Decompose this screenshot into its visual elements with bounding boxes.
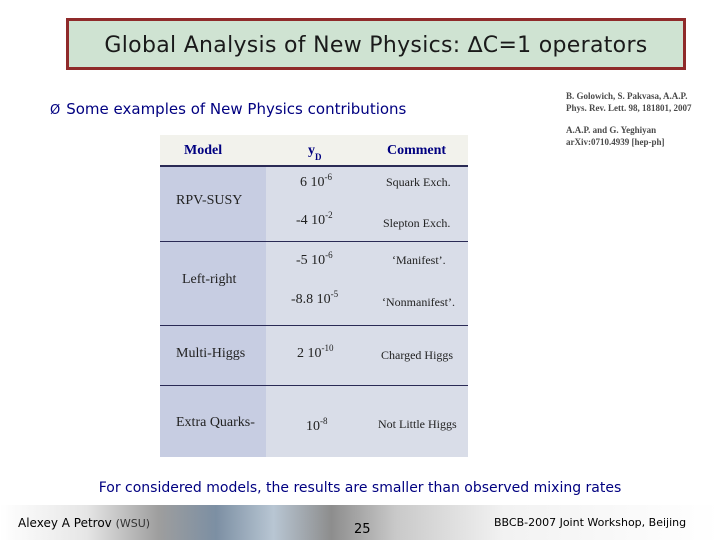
bullet-text: Some examples of New Physics contributions (66, 100, 407, 118)
model-cell: Extra Quarks- (176, 415, 255, 430)
author-name: Alexey A Petrov (18, 516, 112, 530)
reference-1 (566, 90, 692, 114)
header-yd (308, 143, 322, 162)
row-divider (160, 241, 468, 242)
models-table (160, 135, 468, 457)
model-cell: Multi-Higgs (176, 346, 246, 361)
row-divider (160, 325, 468, 326)
author-affiliation: (WSU) (115, 517, 151, 530)
reference-2 (566, 124, 665, 148)
comment-cell: Squark Exch. (386, 175, 451, 189)
comment-cell: ‘Nonmanifest’. (382, 295, 455, 309)
yd-base: 2 10 (297, 346, 322, 361)
yd-base: 6 10 (300, 175, 325, 190)
bullet-arrow-icon: Ø (50, 103, 61, 118)
comment-cell: Not Little Higgs (378, 417, 457, 431)
header-yd-main: y (308, 143, 315, 158)
yd-cell (291, 289, 339, 308)
yd-base: 10 (306, 419, 320, 434)
model-cell: Left-right (182, 272, 237, 287)
venue: BBCB-2007 Joint Workshop, Beijing (494, 516, 687, 529)
yd-base: -4 10 (296, 213, 326, 228)
yd-base: -8.8 10 (291, 292, 331, 307)
yd-exp: -6 (324, 172, 332, 182)
yd-cell (296, 210, 333, 229)
conclusion-text: For considered models, the results are smaller than observed mixing rates (98, 480, 622, 496)
reference-2-line2: arXiv:0710.4939 [hep-ph] (566, 137, 665, 147)
model-column-shade (160, 135, 266, 457)
yd-cell (296, 250, 333, 269)
reference-1-line1: B. Golowich, S. Pakvasa, A.A.P. (566, 91, 688, 101)
comment-cell: ‘Manifest’. (392, 253, 446, 267)
bullet-line (50, 100, 406, 118)
comment-cell: Charged Higgs (381, 348, 454, 362)
header-comment: Comment (387, 143, 447, 158)
yd-exp: -10 (321, 343, 334, 353)
yd-cell (300, 172, 332, 191)
yd-base: -5 10 (296, 253, 326, 268)
reference-2-line1: A.A.P. and G. Yeghiyan (566, 125, 657, 135)
author (18, 516, 150, 530)
yd-cell (297, 343, 334, 362)
header-rule (160, 165, 468, 167)
title-box (66, 18, 686, 70)
yd-cell (306, 416, 328, 435)
reference-1-line2: Phys. Rev. Lett. 98, 181801, 2007 (566, 103, 692, 113)
slide-title: Global Analysis of New Physics: ∆C=1 operators (104, 33, 648, 58)
comment-cell: Slepton Exch. (383, 216, 451, 230)
yd-exp: -8 (320, 416, 328, 426)
page-number: 25 (354, 522, 371, 537)
header-model: Model (184, 143, 223, 158)
model-cell: RPV-SUSY (176, 193, 243, 208)
header-yd-sub: D (315, 152, 322, 162)
yd-exp: -6 (325, 250, 333, 260)
row-divider (160, 385, 468, 386)
yd-exp: -2 (325, 210, 333, 220)
yd-exp: -5 (330, 289, 339, 299)
